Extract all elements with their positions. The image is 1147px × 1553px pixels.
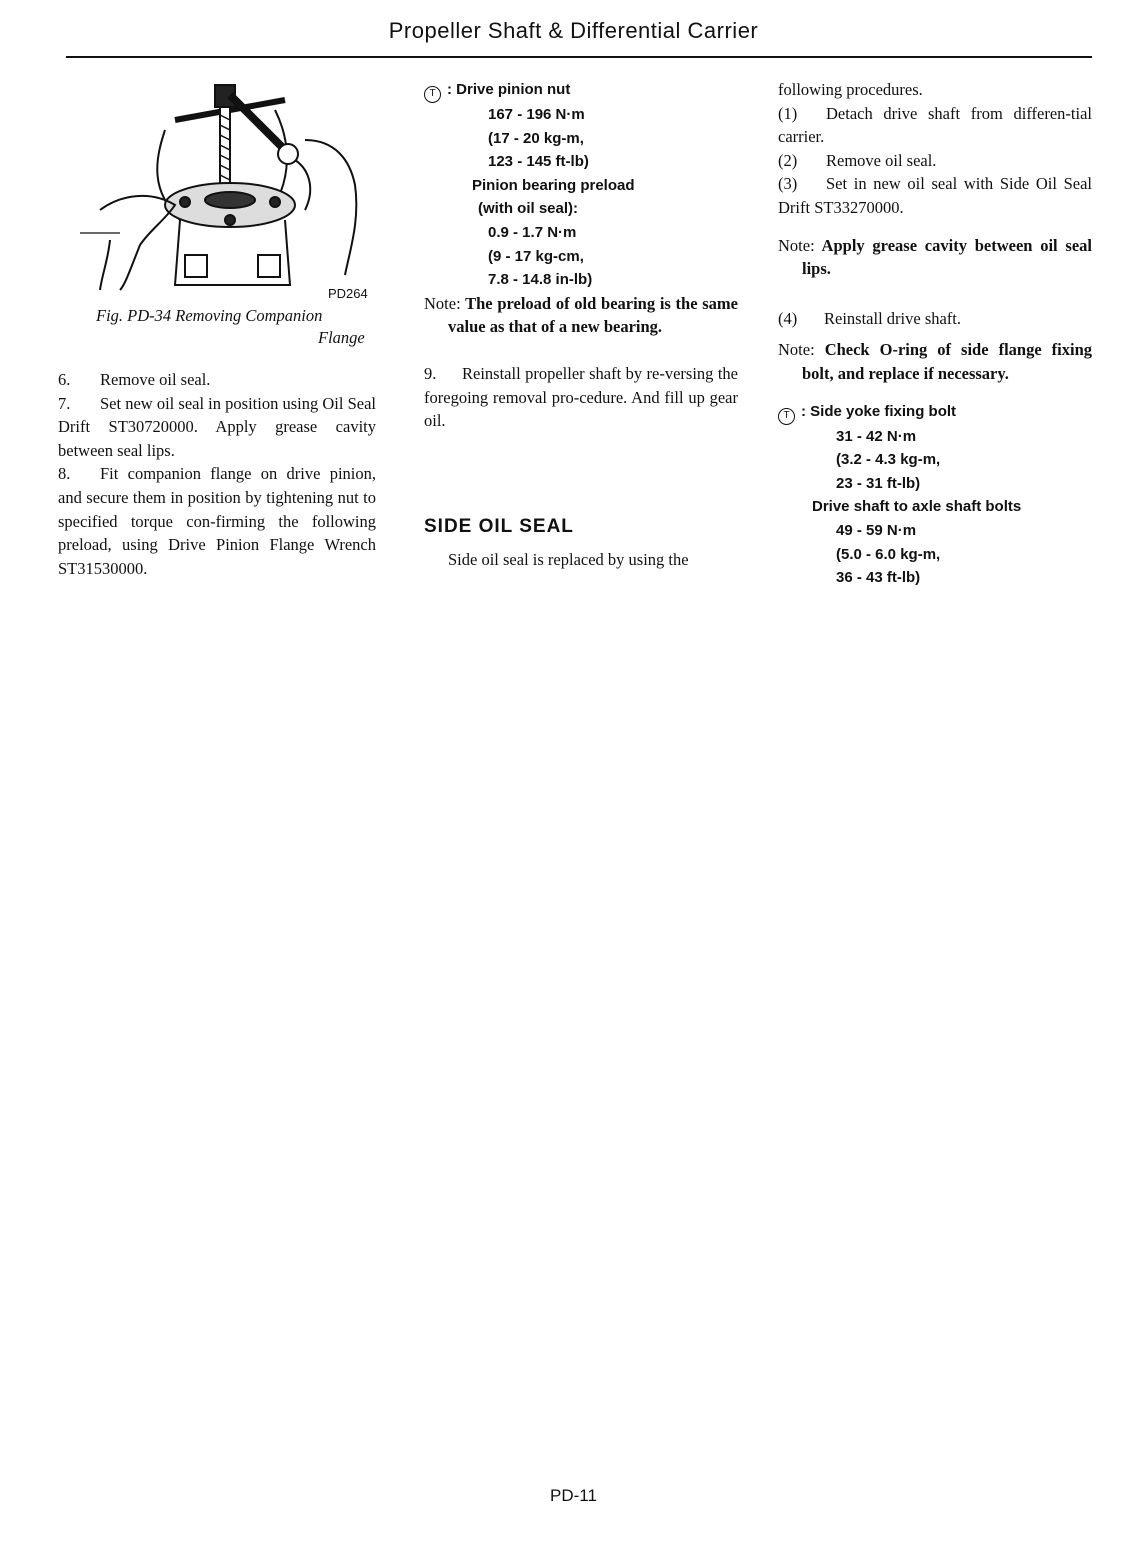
side-yoke-spec: T : Side yoke fixing bolt 31 - 42 N·m (3.2 - 4.3 kg-m, 23 - 31 ft-lb) Drive shaft to axle shaft bolts 49 - 59 N·m (5.0 - 6.0 kg-m, 36 - 43 ft-lb) <box>778 400 1092 590</box>
torque-icon: T <box>424 86 441 103</box>
figure-caption: Fig. PD-34 Removing Companion <box>96 306 323 325</box>
procedure-intro: following procedures. <box>778 80 923 99</box>
preload-note: Note: The preload of old bearing is the same value as that of a new bearing. <box>424 293 738 337</box>
step-6: 6. Remove oil seal. <box>58 370 211 389</box>
companion-flange-removal-illustration <box>80 70 380 300</box>
step-9: 9. Reinstall propeller shaft by re-versing the foregoing removal pro-cedure. And fill up gear oil. <box>424 363 738 431</box>
torque-icon: T <box>778 408 795 425</box>
page-title: Propeller Shaft & Differential Carrier <box>388 18 759 43</box>
figure-code: PD264 <box>328 286 368 301</box>
procedure-step-2: (2) Remove oil seal. <box>778 150 937 170</box>
grease-note: Note: Apply grease cavity between oil seal lips. <box>778 235 1092 279</box>
header-rule <box>66 56 1092 58</box>
procedure-step-4: (4) Reinstall drive shaft. <box>778 308 962 328</box>
middle-column <box>424 78 738 572</box>
page-number: PD-11 <box>550 1486 597 1505</box>
drive-pinion-nut-spec: T : Drive pinion nut 167 - 196 N·m (17 - 20 kg-m, 123 - 145 ft-lb) Pinion bearing preload (with oil seal): 0.9 - 1.7 N·m (9 - 17 kg-cm, 7.8 - 14.8 in-lb) <box>424 78 738 292</box>
procedure-step-3: (3) Set in new oil seal with Side Oil Seal Drift ST33270000. <box>778 174 1092 217</box>
procedure-step-1: (1) Detach drive shaft from differen-tial carrier. <box>778 103 1092 147</box>
step-8: 8. Fit companion flange on drive pinion, and secure them in position by tightening nut to specified torque con-firming the following preload, using Drive Pinion Flange Wrench ST31530000. <box>58 464 376 578</box>
step-7: 7. Set new oil seal in position using Oil Seal Drift ST30720000. Apply grease cavity between seal lips. <box>58 393 376 460</box>
o-ring-note: Note: Check O-ring of side flange fixing bolt, and replace if necessary. <box>778 340 1092 383</box>
left-column <box>58 368 376 580</box>
right-column <box>778 78 1092 590</box>
section-heading: SIDE OIL SEAL <box>424 515 574 537</box>
figure-caption-continued: Flange <box>318 328 365 347</box>
side-oil-seal-intro: Side oil seal is replaced by using the <box>448 550 689 570</box>
